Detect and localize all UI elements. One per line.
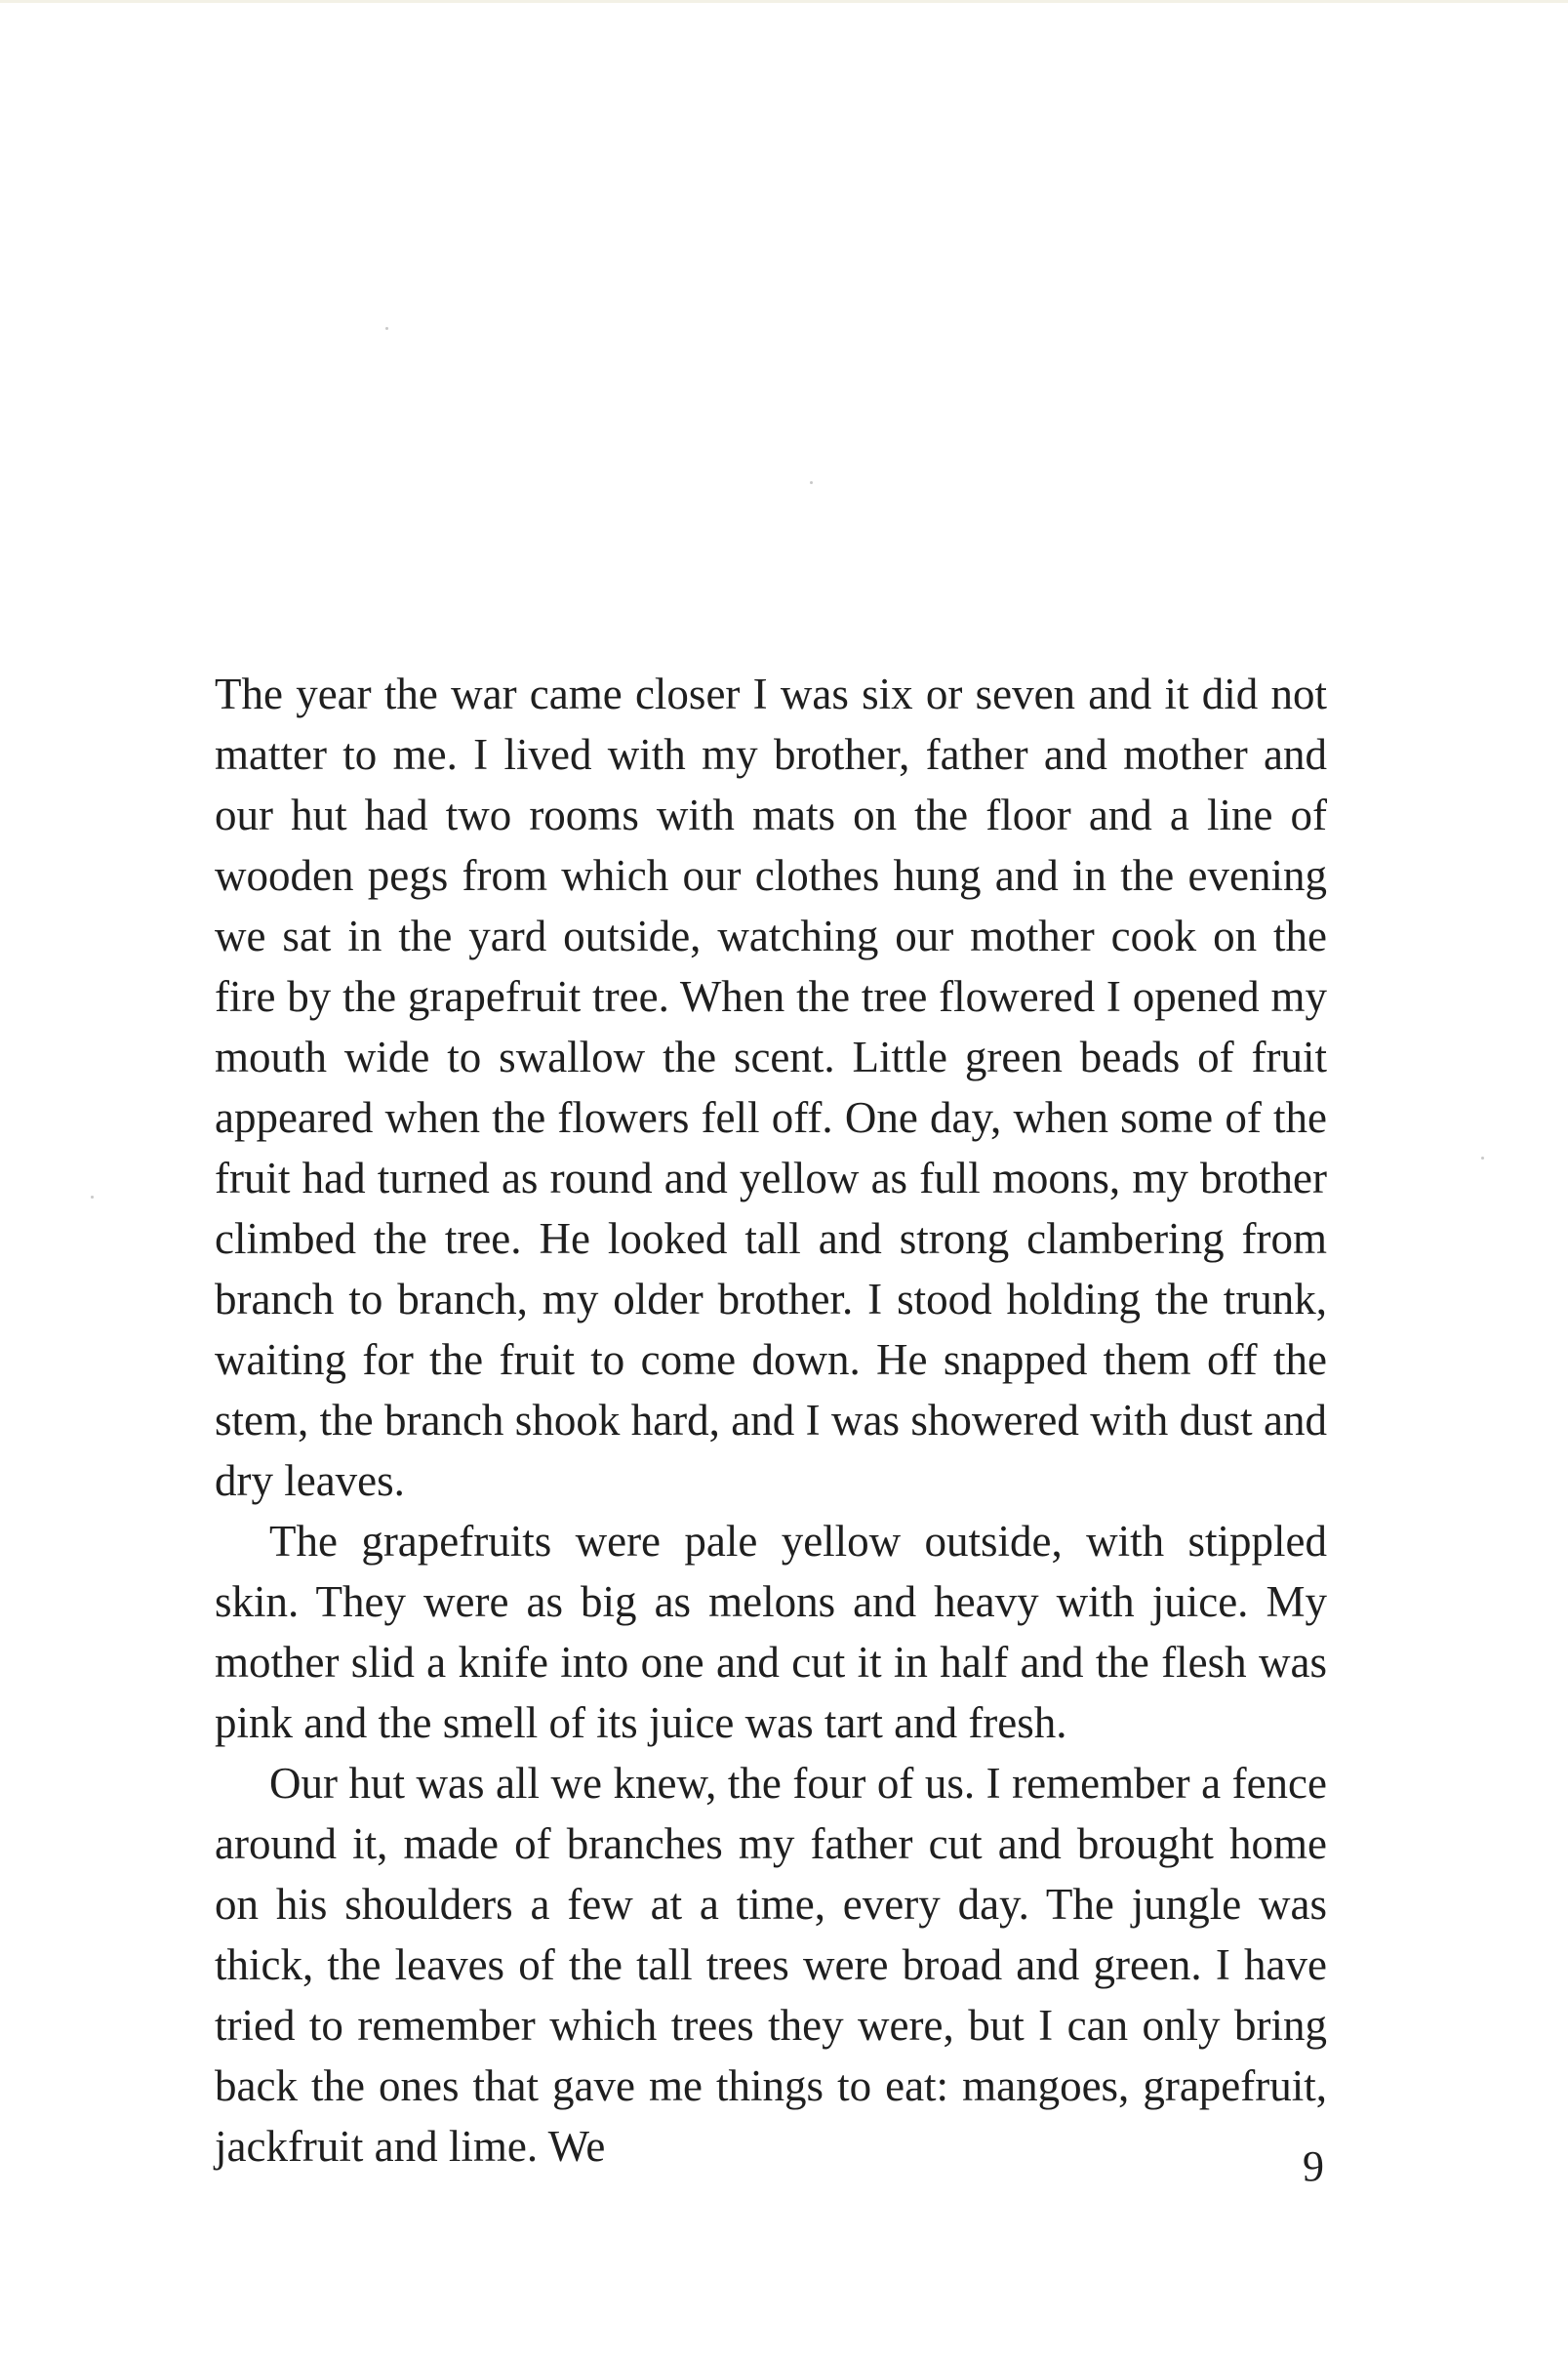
paragraph-1: The year the war came closer I was six or seven and it did not matter to me. I lived with my brother, father and mother and our hut had two rooms with mats on the floor and a line of wooden pegs from which our clothes hung and in the evening we sat in the yard outside, watching our mother cook on the fire by the grapefruit tree. When the tree flowered I opened my mouth wide to swallow the scent. Little green beads of fruit appeared when the flowers fell off. One day, when some of the fruit had turned as round and yellow as full moons, my brother climbed the tree. He looked tall and strong clambering from branch to branch, my older brother. I stood holding the trunk, waiting for the fruit to come down. He snapped them off the stem, the branch shook hard, and I was showered with dust and dry leaves. bbox=[215, 670, 1327, 1505]
paragraph-3: Our hut was all we knew, the four of us. I remember a fence around it, made of branches my father cut and brought home on his shoulders a few at a time, every day. The jungle was thick, the leaves of the tall trees were broad and green. I have tried to remember which trees they were, but I can only bring back the ones that gave me things to eat: mangoes, grapefruit, jackfruit and lime. We bbox=[215, 1759, 1327, 2171]
paper-speck bbox=[385, 327, 388, 330]
page-number: 9 bbox=[1303, 2142, 1324, 2190]
paper-speck bbox=[810, 481, 813, 484]
paper-speck bbox=[1481, 1157, 1484, 1160]
body-text bbox=[215, 664, 1327, 2177]
page-top-edge bbox=[0, 0, 1568, 3]
paper-speck bbox=[91, 1196, 94, 1199]
paragraph-2: The grapefruits were pale yellow outside, with stippled skin. They were as big as melons and heavy with juice. My mother slid a knife into one and cut it in half and the flesh was pink and the smell of its juice was tart and fresh. bbox=[215, 1517, 1327, 1747]
